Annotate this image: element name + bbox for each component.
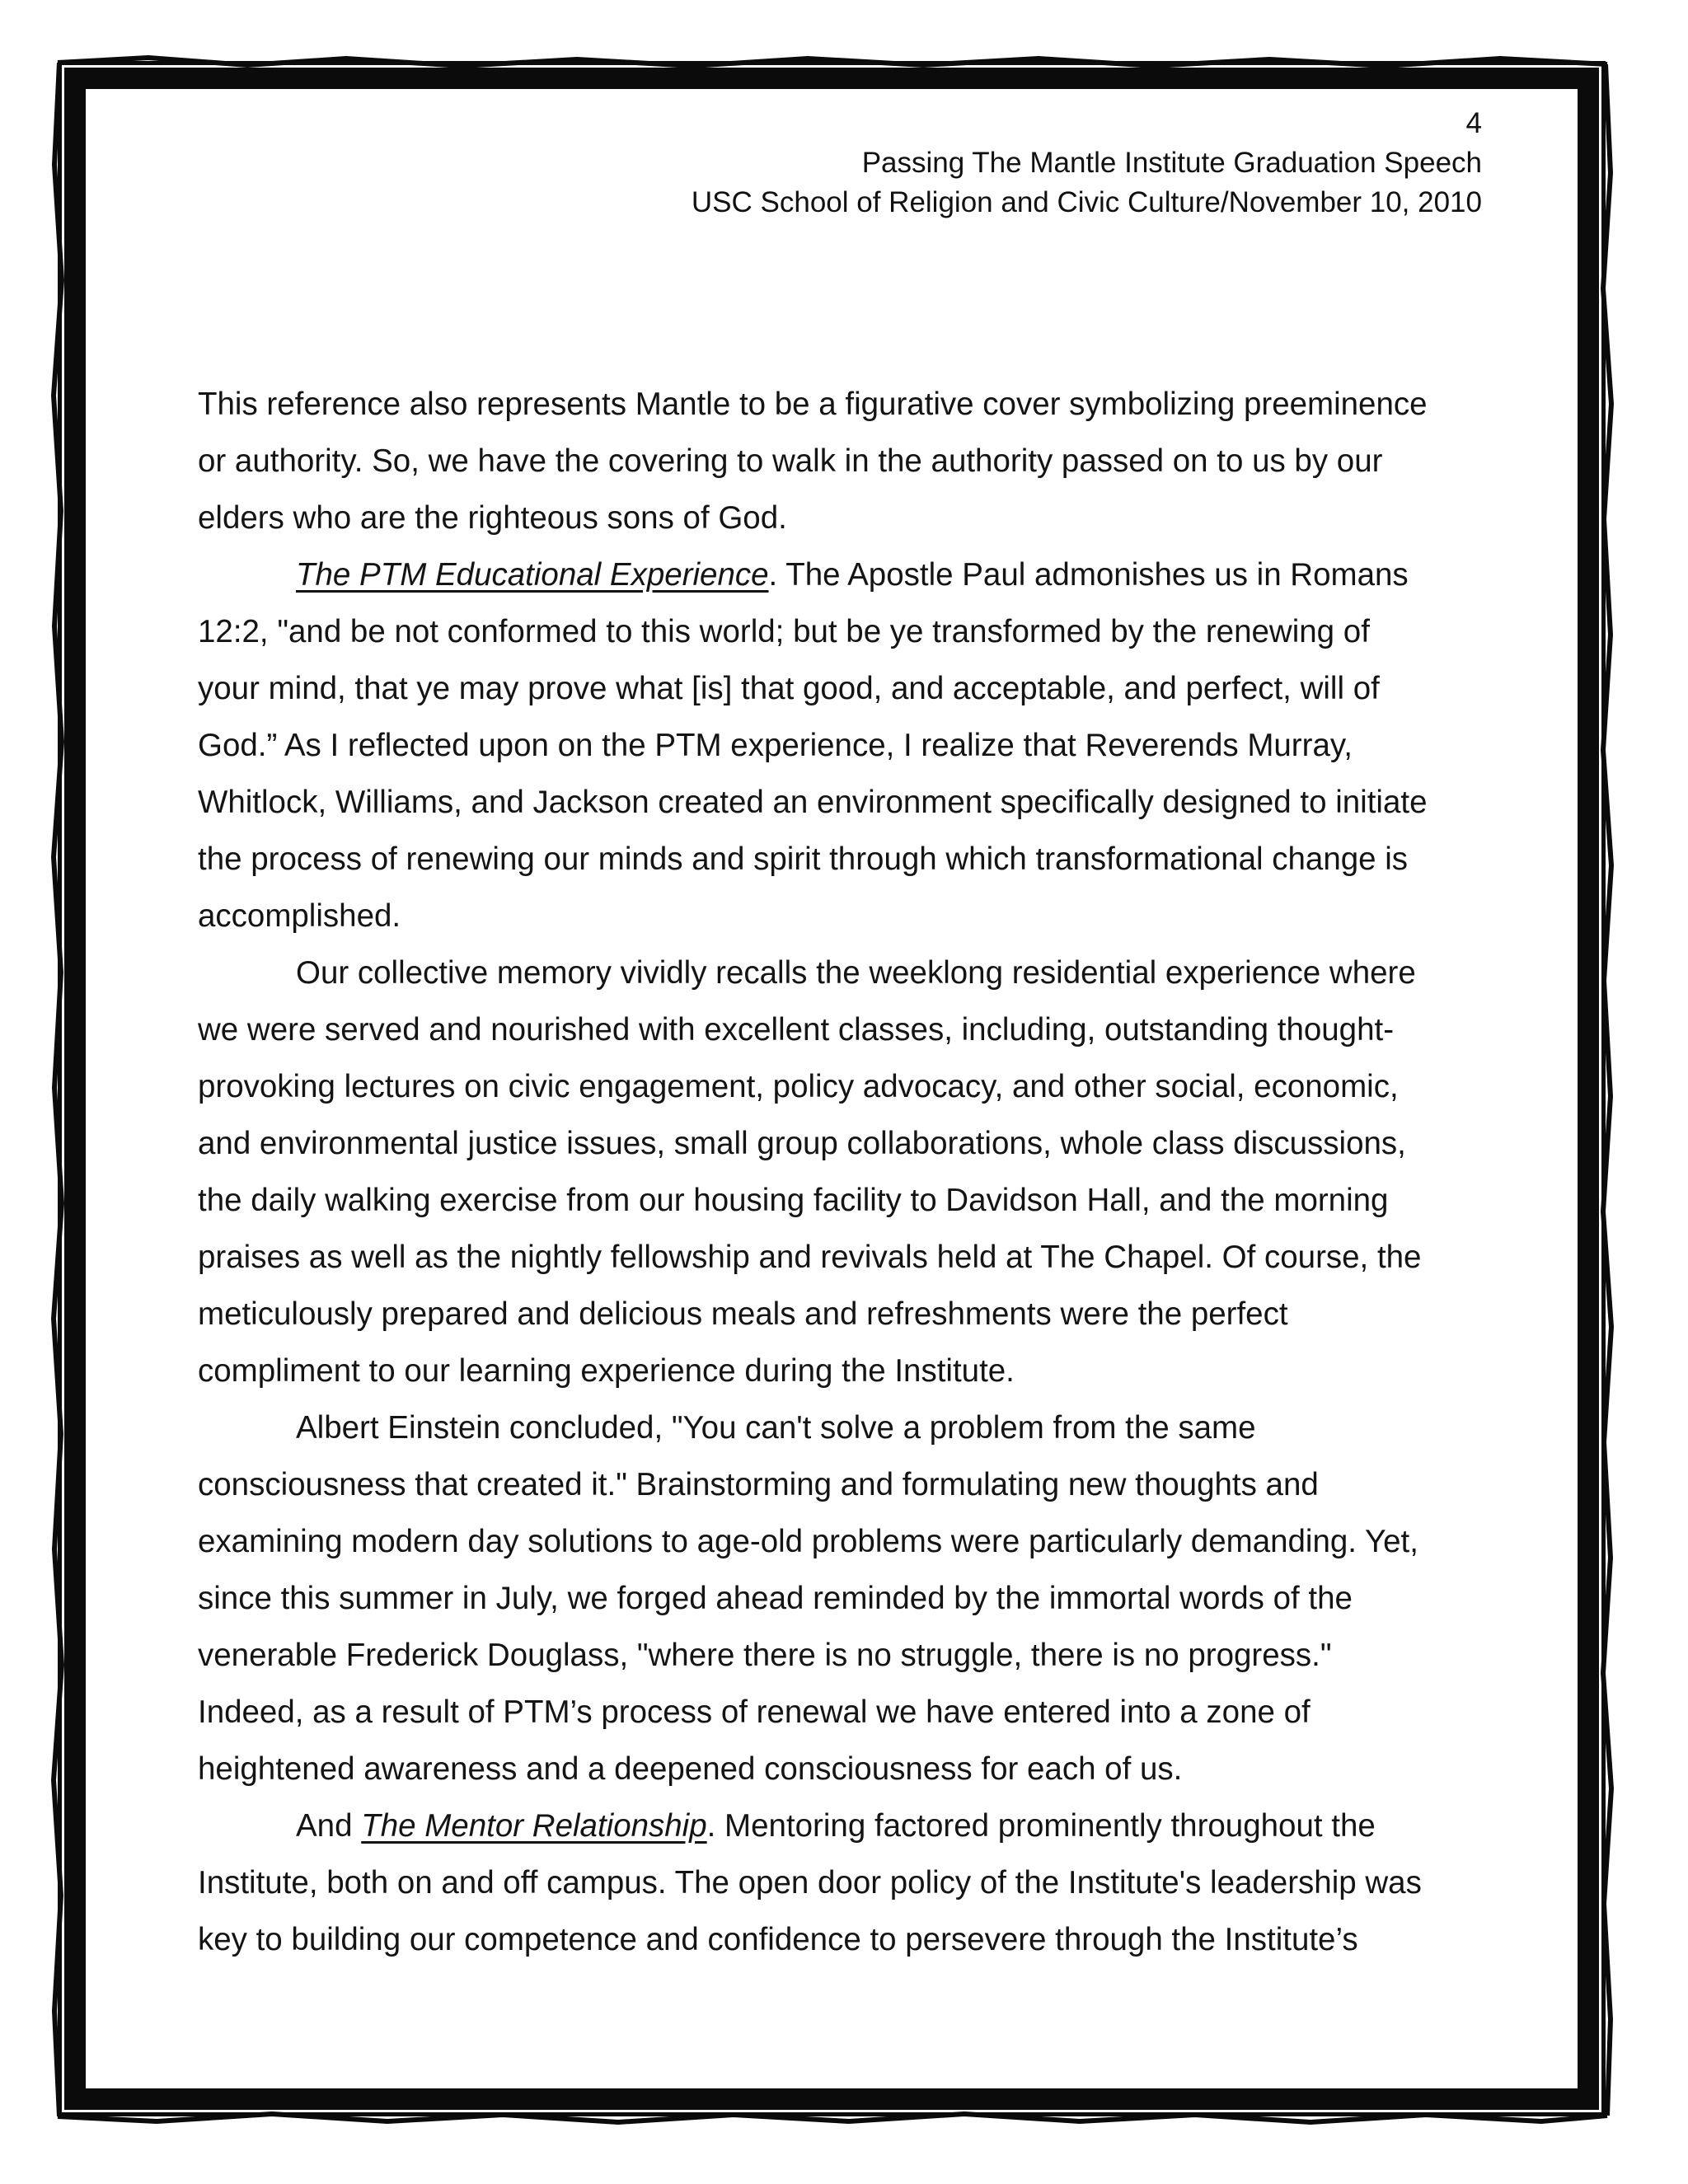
header-title: Passing The Mantle Institute Graduation Speech — [861, 147, 1482, 179]
text-line: heightened awareness and a deepened consciousness for each of us. — [198, 1751, 1183, 1787]
text-line: key to building our competence and confidence to persevere through the Institute’s — [198, 1922, 1358, 1957]
text-line: 12:2, "and be not conformed to this world; but be ye transformed by the renewing of — [198, 614, 1370, 649]
text-line: we were served and nourished with excellent classes, including, outstanding thought- — [198, 1012, 1395, 1047]
text-line: examining modern day solutions to age-old problems were particularly demanding. Yet, — [198, 1524, 1418, 1559]
text-line: elders who are the righteous sons of God. — [198, 500, 787, 536]
text-line: since this summer in July, we forged ahead reminded by the immortal words of the — [198, 1581, 1353, 1616]
text-line: the process of renewing our minds and spirit through which transformational change is — [198, 841, 1409, 877]
page-number: 4 — [1465, 107, 1482, 139]
text-line: your mind, that ye may prove what [is] that good, and acceptable, and perfect, will of — [198, 671, 1380, 706]
text-line: provoking lectures on civic engagement, policy advocacy, and other social, economic, — [198, 1069, 1399, 1104]
text-line: venerable Frederick Douglass, "where there is no struggle, there is no progress." — [198, 1638, 1332, 1673]
text-line: or authority. So, we have the covering to walk in the authority passed on to us by our — [198, 443, 1383, 479]
text-line: the daily walking exercise from our housing facility to Davidson Hall, and the morning — [198, 1183, 1389, 1218]
text-span: . The Apostle Paul admonishes us in Romans — [768, 557, 1409, 593]
text-line: meticulously prepared and delicious meals and refreshments were the perfect — [198, 1296, 1288, 1332]
text-line: and environmental justice issues, small group collaborations, whole class discussions, — [198, 1126, 1406, 1161]
paragraph-1 — [198, 376, 1496, 546]
text-line — [198, 1797, 1496, 1854]
section-heading-ptm-educational-experience: The PTM Educational Experience — [296, 557, 769, 593]
header-subtitle: USC School of Religion and Civic Culture/November 10, 2010 — [691, 186, 1482, 218]
text-line: Whitlock, Williams, and Jackson created an environment specifically designed to initiate — [198, 785, 1428, 820]
text-line: compliment to our learning experience during the Institute. — [198, 1353, 1015, 1389]
text-line: accomplished. — [198, 898, 401, 934]
text-line — [198, 546, 1496, 603]
section-heading-mentor-relationship: The Mentor Relationship — [361, 1808, 707, 1844]
paragraph-3 — [198, 944, 1496, 1399]
text-line: praises as well as the nightly fellowship and revivals held at The Chapel. Of course, the — [198, 1240, 1422, 1275]
text-line: Albert Einstein concluded, "You can't solve a problem from the same — [296, 1410, 1256, 1446]
text-line: God.” As I reflected upon on the PTM experience, I realize that Reverends Murray, — [198, 728, 1353, 763]
text-line: This reference also represents Mantle to be a figurative cover symbolizing preeminence — [198, 387, 1428, 422]
paragraph-2 — [198, 546, 1496, 944]
page-header — [692, 104, 1482, 223]
text-span: And — [296, 1808, 362, 1844]
text-line: Our collective memory vividly recalls the weeklong residential experience where — [296, 955, 1416, 991]
text-line: consciousness that created it." Brainstorming and formulating new thoughts and — [198, 1467, 1319, 1502]
paragraph-5 — [198, 1797, 1496, 1968]
text-span: . Mentoring factored prominently throughout the — [706, 1808, 1376, 1844]
paragraph-4 — [198, 1399, 1496, 1797]
speech-body — [198, 376, 1496, 1968]
text-line: Indeed, as a result of PTM’s process of renewal we have entered into a zone of — [198, 1694, 1311, 1730]
text-line: Institute, both on and off campus. The open door policy of the Institute's leadership was — [198, 1865, 1422, 1900]
